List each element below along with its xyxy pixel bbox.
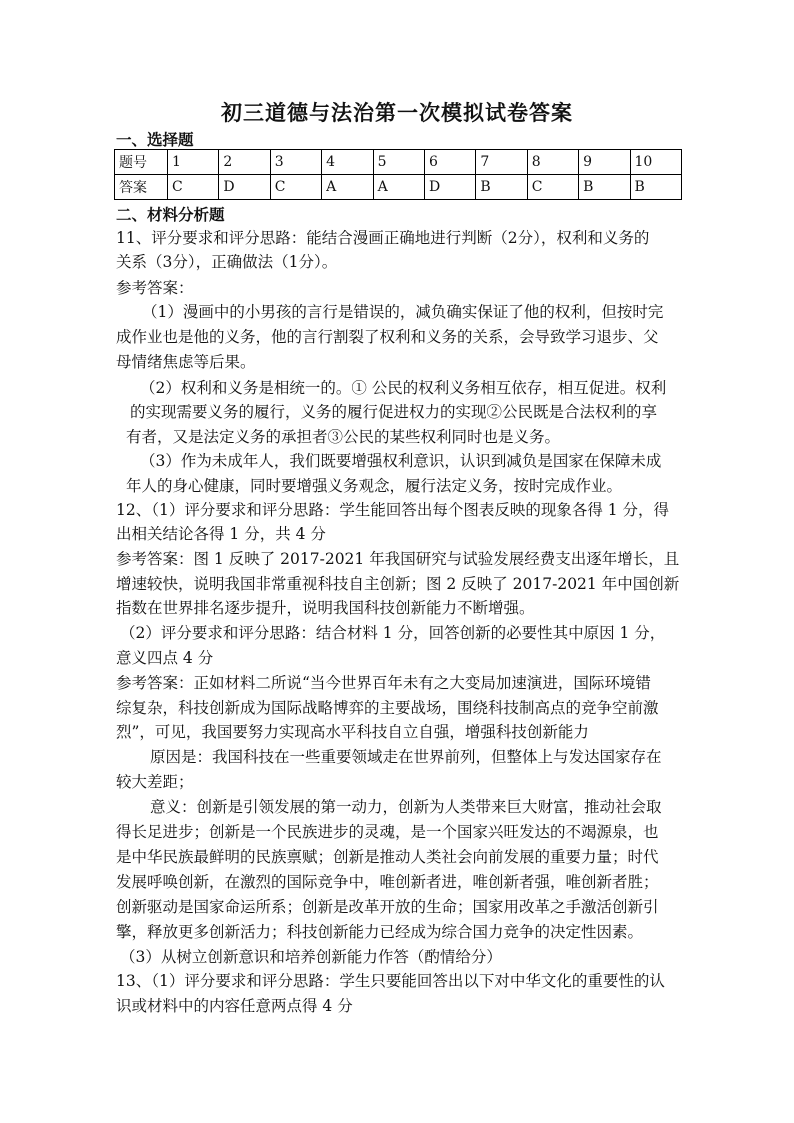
text-line: 识或材料中的内容任意两点得 4 分 xyxy=(116,997,353,1015)
table-cell: 8 xyxy=(527,150,578,175)
text-line: 创新驱动是国家命运所系；创新是改革开放的生命；国家用改革之手激活创新引 xyxy=(116,898,659,916)
text-line: 12、（1）评分要求和评分思路：学生能回答出每个图表反映的现象各得 1 分，得 xyxy=(116,501,670,519)
table-cell: 6 xyxy=(424,150,475,175)
table-cell: C xyxy=(168,175,219,200)
text-line: 年人的身心健康，同时要增强义务观念，履行法定义务，按时完成作业。 xyxy=(126,477,623,495)
text-line: 的实现需要义务的履行，义务的履行促进权力的实现②公民既是合法权利的享 xyxy=(130,403,658,421)
table-cell: C xyxy=(270,175,321,200)
table-cell: D xyxy=(219,175,270,200)
table-cell: B xyxy=(579,175,630,200)
text-line: 得长足进步；创新是一个民族进步的灵魂，是一个国家兴旺发达的不竭源泉，也 xyxy=(116,823,659,841)
text-line: 参考答案：正如材料二所说“当今世界百年未有之大变局加速演进，国际环境错 xyxy=(116,674,651,692)
table-cell: A xyxy=(322,175,373,200)
text-line: 参考答案：图 1 反映了 2017-2021 年我国研究与试验发展经费支出逐年增长，且 xyxy=(116,550,680,568)
text-line: （2）评分要求和评分思路：结合材料 1 分，回答创新的必要性其中原因 1 分， xyxy=(120,624,666,642)
text-line: 综复杂，科技创新成为国际战略博弈的主要战场，围绕科技制高点的竞争空前激 xyxy=(116,699,659,717)
text-line: 意义四点 4 分 xyxy=(116,649,214,667)
text-line: 有者，又是法定义务的承担者③公民的某些权利同时也是义务。 xyxy=(126,428,561,446)
text-line: （1）漫画中的小男孩的言行是错误的，减负确实保证了他的权利，但按时完 xyxy=(142,303,664,321)
text-line: 烈”，可见，我国要努力实现高水平科技自立自强，增强科技创新能力 xyxy=(116,723,589,741)
text-line: 13、（1）评分要求和评分思路：学生只要能回答出以下对中华文化的重要性的认 xyxy=(116,972,665,990)
text-line: 擎，释放更多创新活力；科技创新能力已经成为综合国力竞争的决定性因素。 xyxy=(116,923,644,941)
table-cell: 4 xyxy=(322,150,373,175)
table-cell: 5 xyxy=(373,150,424,175)
table-cell: 2 xyxy=(219,150,270,175)
table-row-label: 答案 xyxy=(115,175,168,200)
table-cell: D xyxy=(424,175,475,200)
text-line: （2）权利和义务是相统一的。① 公民的权利义务相互依存，相互促进。权利 xyxy=(140,379,667,397)
table-cell: B xyxy=(476,175,527,200)
text-line: 意义：创新是引领发展的第一动力，创新为人类带来巨大财富，推动社会取 xyxy=(150,798,662,816)
text-line: （3）从树立创新意识和培养创新能力作答（酌情给分） xyxy=(120,948,502,966)
table-cell: 10 xyxy=(630,150,681,175)
table-cell: 9 xyxy=(579,150,630,175)
answer-table xyxy=(114,149,682,200)
section-heading-analysis: 二、材料分析题 xyxy=(116,205,225,224)
text-line: （3）作为未成年人，我们既要增强权利意识，认识到减负是国家在保障未成 xyxy=(140,452,662,470)
text-line: 原因是：我国科技在一些重要领域走在世界前列，但整体上与发达国家存在 xyxy=(150,748,662,766)
text-line: 母情绪焦虑等后果。 xyxy=(116,353,256,371)
table-cell: 7 xyxy=(476,150,527,175)
table-row-answers xyxy=(115,175,682,200)
text-line: 关系（3分），正确做法（1分）。 xyxy=(116,253,338,271)
text-line: 是中华民族最鲜明的民族禀赋；创新是推动人类社会向前发展的重要力量；时代 xyxy=(116,848,659,866)
page-title: 初三道德与法治第一次模拟试卷答案 xyxy=(221,100,573,125)
text-line: 成作业也是他的义务，他的言行割裂了权利和义务的关系，会导致学习退步、父 xyxy=(116,328,659,346)
text-line: 出相关结论各得 1 分，共 4 分 xyxy=(116,525,326,543)
section-heading-choice: 一、选择题 xyxy=(116,130,194,149)
text-line: 增速较快，说明我国非常重视科技自主创新；图 2 反映了 2017-2021 年中国创新 xyxy=(116,575,680,593)
table-cell: 1 xyxy=(168,150,219,175)
text-line: 指数在世界排名逐步提升，说明我国科技创新能力不断增强。 xyxy=(116,599,535,617)
table-cell: A xyxy=(373,175,424,200)
table-row-label: 题号 xyxy=(115,150,168,175)
table-cell: 3 xyxy=(270,150,321,175)
table-cell: B xyxy=(630,175,681,200)
text-line: 发展呼唤创新，在激烈的国际竞争中，唯创新者进，唯创新者强，唯创新者胜； xyxy=(116,873,659,891)
text-line: 较大差距； xyxy=(116,773,194,791)
table-row-numbers xyxy=(115,150,682,175)
text-line: 11、评分要求和评分思路：能结合漫画正确地进行判断（2分），权利和义务的 xyxy=(116,229,650,247)
text-line: 参考答案： xyxy=(116,279,194,297)
table-cell: C xyxy=(527,175,578,200)
